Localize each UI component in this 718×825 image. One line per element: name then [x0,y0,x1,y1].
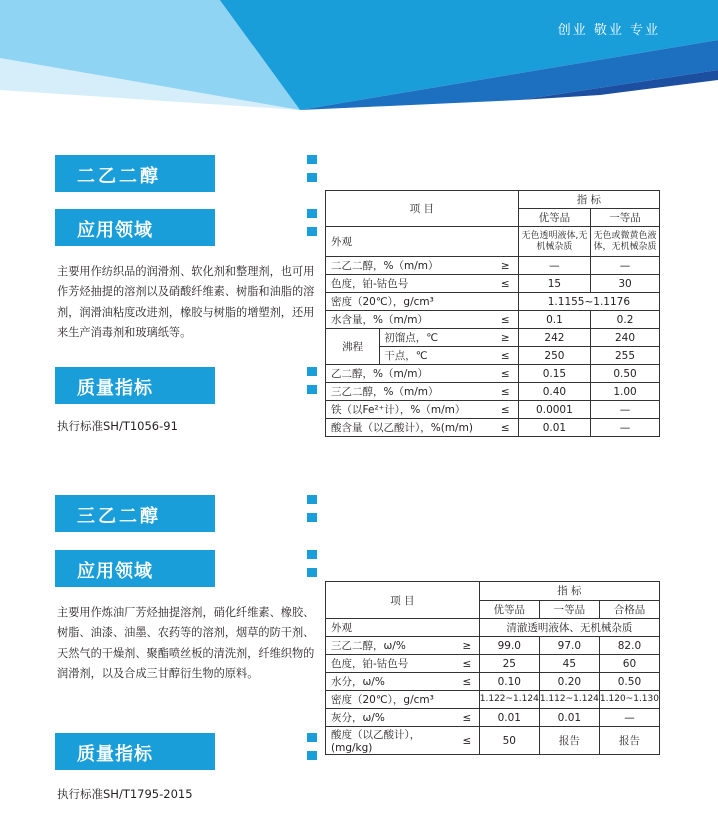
table-cell-name: 灰分，ω/% [326,709,455,727]
table-cell-name: 色度，铂-钴色号 [326,655,455,673]
table-cell-name: 外观 [326,619,455,637]
table-cell-name: 初馏点，℃ [380,329,493,347]
table-cell: 45 [539,655,599,673]
company-motto: 创业 敬业 专业 [557,23,660,38]
table-cell: 99.0 [479,637,539,655]
table-cell-sym: ≤ [493,401,518,419]
checker-pattern-icon [267,367,317,404]
application-description: 主要用作炼油厂芳烃抽提溶剂，硝化纤维素、橡胶、树脂、油漆、油墨、农药等的溶剂，烟草的防干剂、天然气的干燥剂、聚酯喷丝板的清洗剂，纤维织物的润滑剂，以及合成三甘醇衍生物的原料。 [57,606,315,680]
table-cell-sym: ≤ [493,419,518,437]
table-cell-sym: ≤ [455,727,479,755]
table-cell-sym: ≤ [493,383,518,401]
table-cell-name: 水分，ω/% [326,673,455,691]
table-cell: 0.40 [518,383,590,401]
table-cell: 250 [518,347,590,365]
table-cell-name: 铁（以Fe²⁺计），%（m/m） [326,401,493,419]
application-description: 主要用作纺织品的润滑剂、软化剂和整理剂，也可用作芳烃抽提的溶剂以及硝酸纤维素、树脂和油脂的溶剂，润滑油粘度改进剂，橡胶与树脂的增塑剂，还用来生产消毒剂和玻璃纸等。 [57,265,315,339]
table-header-item: 项 目 [326,582,480,619]
table-header-grade: 一等品 [539,600,599,619]
table-cell-name: 三乙二醇，%（m/m） [326,383,493,401]
table-cell: 1.112~1.124 [539,691,599,709]
table-cell-group: 沸程 [326,329,380,365]
table-cell: 报告 [599,727,659,755]
table-cell-name: 外观 [326,227,493,257]
application-heading: 应用领域 [77,220,153,241]
table-cell-sym: ≤ [455,709,479,727]
table-cell: 0.0001 [518,401,590,419]
table-header-grade: 优等品 [518,209,590,227]
table-cell: 1.120~1.130 [599,691,659,709]
quality-heading: 质量指标 [77,744,153,765]
spec-table-deg [325,190,660,437]
table-cell: 60 [599,655,659,673]
table-cell: 0.15 [518,365,590,383]
checker-pattern-icon [267,733,317,770]
product-title-banner [55,495,215,532]
table-cell: 0.10 [479,673,539,691]
table-cell: 0.2 [591,311,660,329]
application-heading-banner [55,550,215,587]
table-cell-name: 色度，铂-钴色号 [326,275,493,293]
standard-reference: 执行标准SH/T1056-91 [57,419,178,433]
table-cell-sym: ≤ [493,347,518,365]
table-cell: — [599,709,659,727]
table-cell-sym [455,619,479,637]
checker-pattern-icon [267,209,317,246]
table-cell-sym [455,691,479,709]
table-header-grade: 合格品 [599,600,659,619]
checker-pattern-icon [267,495,317,532]
table-cell: 无色或微黄色液体，无机械杂质 [591,227,660,257]
table-cell-name: 酸含量（以乙酸计），%(m/m) [326,419,493,437]
table-cell: 0.01 [518,419,590,437]
table-cell: — [518,257,590,275]
table-cell-sym: ≤ [493,365,518,383]
table-cell: 1.00 [591,383,660,401]
application-heading: 应用领域 [77,561,153,582]
table-cell-name: 三乙二醇，ω/% [326,637,455,655]
product-title-banner [55,155,215,192]
table-cell: 0.50 [599,673,659,691]
table-cell: 25 [479,655,539,673]
table-cell-sym: ≤ [455,673,479,691]
spec-table-teg [325,581,660,755]
table-cell: 242 [518,329,590,347]
checker-pattern-icon [267,155,317,192]
quality-heading: 质量指标 [77,378,153,399]
table-cell: 1.122~1.124 [479,691,539,709]
table-cell-sym: ≥ [493,329,518,347]
table-cell-sym [493,227,518,257]
table-cell: 82.0 [599,637,659,655]
table-header-index: 指 标 [518,191,659,209]
table-cell-name: 乙二醇，%（m/m） [326,365,493,383]
product-title: 二乙二醇 [77,166,161,187]
table-cell-name: 密度（20℃），g/cm³ [326,293,493,311]
table-cell: 无色透明液体,无机械杂质 [518,227,590,257]
table-cell: — [591,401,660,419]
table-cell: — [591,419,660,437]
table-cell: 0.20 [539,673,599,691]
table-cell: 清澈透明液体、无机械杂质 [479,619,659,637]
table-cell-name: 密度（20℃），g/cm³ [326,691,455,709]
table-cell-name: 二乙二醇，%（m/m） [326,257,493,275]
table-cell-sym: ≤ [493,311,518,329]
table-cell-sym: ≤ [493,275,518,293]
table-cell-sym: ≥ [455,637,479,655]
table-cell-sym: ≥ [493,257,518,275]
table-header-grade: 优等品 [479,600,539,619]
checker-pattern-icon [267,550,317,587]
table-header-item: 项 目 [326,191,519,227]
table-cell-name: 酸度（以乙酸计），(mg/kg) [326,727,455,755]
table-cell: 240 [591,329,660,347]
table-cell-sym: ≤ [455,655,479,673]
table-cell: 255 [591,347,660,365]
table-cell: 报告 [539,727,599,755]
table-cell-sym [493,293,518,311]
table-cell: 97.0 [539,637,599,655]
table-cell: 30 [591,275,660,293]
table-cell: 1.1155~1.1176 [518,293,659,311]
application-heading-banner [55,209,215,246]
table-cell: 15 [518,275,590,293]
table-cell: 50 [479,727,539,755]
product-title: 三乙二醇 [77,506,161,527]
standard-reference: 执行标准SH/T1795-2015 [57,787,193,801]
table-cell: 0.01 [539,709,599,727]
table-cell-name: 水含量，%（m/m） [326,311,493,329]
quality-heading-banner [55,367,215,404]
table-cell: 0.50 [591,365,660,383]
table-cell: 0.01 [479,709,539,727]
table-cell-name: 干点，℃ [380,347,493,365]
table-header-grade: 一等品 [591,209,660,227]
quality-heading-banner [55,733,215,770]
table-header-index: 指 标 [479,582,659,601]
table-cell: — [591,257,660,275]
table-cell: 0.1 [518,311,590,329]
